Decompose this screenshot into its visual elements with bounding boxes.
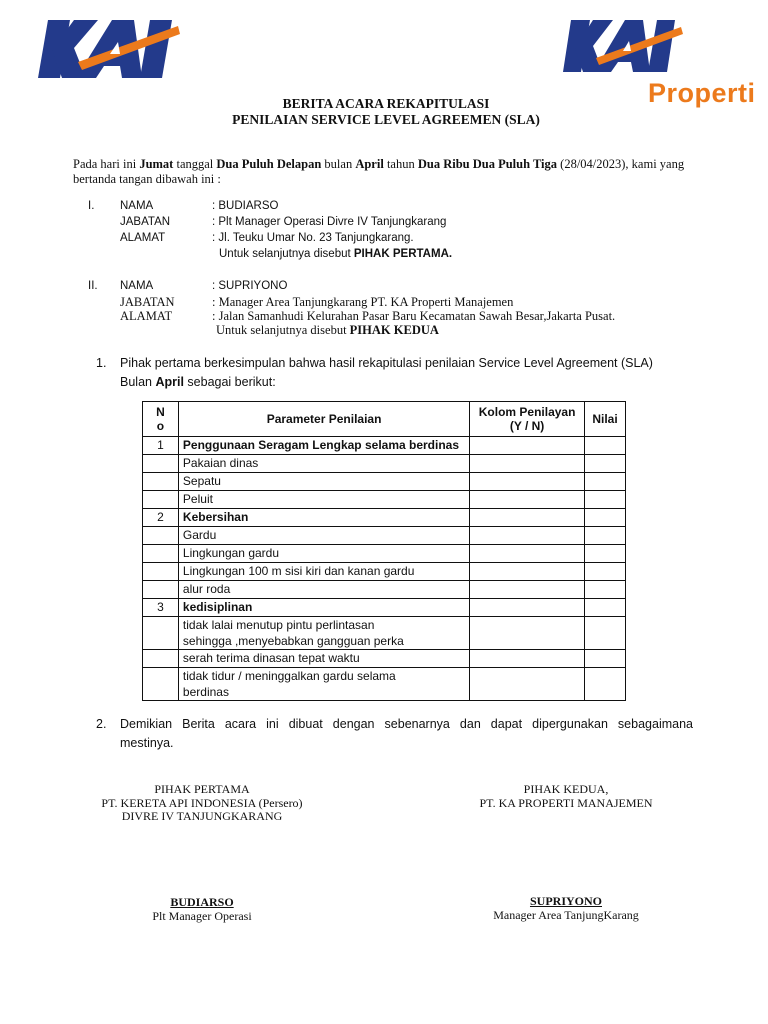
row-number bbox=[143, 545, 179, 563]
point1-line2-text: sebagai berikut: bbox=[183, 375, 276, 389]
row-kolom-penilayan bbox=[470, 473, 585, 491]
party1-alamat-label: ALAMAT bbox=[120, 232, 166, 244]
row-number bbox=[143, 668, 179, 701]
point1-text bbox=[120, 354, 700, 392]
party2-jabatan: : Manager Area Tanjungkarang PT. KA Properti Manajemen bbox=[212, 295, 514, 309]
row-number bbox=[143, 581, 179, 599]
row-number bbox=[143, 650, 179, 668]
point2-line2: mestinya. bbox=[120, 736, 174, 750]
party1-jabatan-label: JABATAN bbox=[120, 216, 171, 228]
signature-left-party: PIHAK PERTAMA bbox=[154, 782, 250, 796]
row-number bbox=[143, 455, 179, 473]
party2-alamat-label: ALAMAT bbox=[120, 309, 173, 323]
header-no bbox=[143, 402, 179, 437]
row-parameter: Pakaian dinas bbox=[178, 455, 469, 473]
row-parameter: Kebersihan bbox=[178, 509, 469, 527]
row-number bbox=[143, 527, 179, 545]
signature-left bbox=[62, 783, 342, 824]
kai-logo-left bbox=[38, 16, 188, 82]
table-row bbox=[143, 545, 626, 563]
table-row bbox=[143, 617, 626, 650]
row-parameter: alur roda bbox=[178, 581, 469, 599]
header-no-line2: o bbox=[156, 419, 165, 433]
row-nilai bbox=[585, 491, 626, 509]
header-nilai: Nilai bbox=[585, 402, 626, 437]
point2-number: 2. bbox=[96, 717, 107, 731]
signature-left-division: DIVRE IV TANJUNGKARANG bbox=[121, 809, 283, 823]
party1-nama-label: NAMA bbox=[120, 200, 154, 212]
row-number: 3 bbox=[143, 599, 179, 617]
kai-properti-logo-mark bbox=[563, 18, 687, 76]
row-kolom-penilayan bbox=[470, 599, 585, 617]
intro-text: tahun bbox=[383, 157, 418, 171]
kai-properti-logo bbox=[563, 18, 687, 76]
row-parameter: Gardu bbox=[178, 527, 469, 545]
row-parameter: Penggunaan Seragam Lengkap selama berdinas bbox=[178, 437, 469, 455]
row-kolom-penilayan bbox=[470, 509, 585, 527]
header-kolom-line1: Kolom Penilayan bbox=[478, 405, 576, 419]
party2-note-text: Untuk selanjutnya disebut bbox=[216, 323, 350, 337]
party2-number: II. bbox=[88, 280, 98, 292]
row-kolom-penilayan bbox=[470, 581, 585, 599]
row-nilai bbox=[585, 527, 626, 545]
header-parameter: Parameter Penilaian bbox=[178, 402, 469, 437]
party2-nama: : SUPRIYONO bbox=[212, 280, 288, 292]
point1-line1: Pihak pertama berkesimpulan bahwa hasil rekapitulasi penilaian Service Level Agreement (SLA) bbox=[120, 356, 653, 370]
row-nilai bbox=[585, 545, 626, 563]
signature-right-name: SUPRIYONO bbox=[529, 894, 602, 908]
table-row bbox=[143, 491, 626, 509]
point1-line2-bold: April bbox=[155, 375, 184, 389]
table-row bbox=[143, 527, 626, 545]
intro-day: Jumat bbox=[139, 157, 174, 171]
table-body bbox=[143, 437, 626, 701]
table-row bbox=[143, 668, 626, 701]
row-nilai bbox=[585, 617, 626, 650]
row-parameter-line1: tidak lalai menutup pintu perlintasan bbox=[182, 618, 375, 632]
party1-note bbox=[219, 248, 452, 260]
row-kolom-penilayan bbox=[470, 617, 585, 650]
signature-left-block bbox=[62, 896, 342, 923]
row-kolom-penilayan bbox=[470, 563, 585, 581]
intro-text: bulan bbox=[321, 157, 356, 171]
sla-table bbox=[142, 401, 626, 701]
row-nilai bbox=[585, 599, 626, 617]
row-nilai bbox=[585, 581, 626, 599]
row-number bbox=[143, 617, 179, 650]
row-parameter-line2: berdinas bbox=[182, 685, 229, 699]
row-nilai bbox=[585, 563, 626, 581]
row-nilai bbox=[585, 473, 626, 491]
table-header-row bbox=[143, 402, 626, 437]
point1-number: 1. bbox=[96, 356, 107, 370]
intro-paragraph bbox=[73, 157, 693, 187]
signature-right-title: Manager Area TanjungKarang bbox=[493, 907, 639, 922]
table-row bbox=[143, 437, 626, 455]
point2-text bbox=[120, 715, 693, 753]
party2-note-bold: PIHAK KEDUA bbox=[349, 323, 439, 337]
party1-number: I. bbox=[88, 200, 95, 212]
row-kolom-penilayan bbox=[470, 545, 585, 563]
row-nilai bbox=[585, 668, 626, 701]
row-parameter-line1: tidak tidur / meninggalkan gardu selama bbox=[182, 669, 396, 683]
row-parameter: serah terima dinasan tepat waktu bbox=[178, 650, 469, 668]
row-parameter-line2: sehingga ,menyebabkan gangguan perka bbox=[182, 634, 404, 648]
row-number: 1 bbox=[143, 437, 179, 455]
party2-note bbox=[216, 323, 439, 338]
row-number: 2 bbox=[143, 509, 179, 527]
point1-line2 bbox=[120, 373, 700, 392]
point2-line1: Demikian Berita acara ini dibuat dengan sebenarnya dan dapat dipergunakan sebagaimana bbox=[120, 717, 693, 731]
table-row bbox=[143, 473, 626, 491]
row-nilai bbox=[585, 455, 626, 473]
row-kolom-penilayan bbox=[470, 491, 585, 509]
table-row bbox=[143, 581, 626, 599]
point1-line2-text: Bulan bbox=[120, 375, 156, 389]
party1-nama: : BUDIARSO bbox=[212, 200, 279, 212]
intro-text: (28/04/2023), kami yang bertanda tangan dibawah ini : bbox=[73, 157, 685, 186]
intro-year: Dua Ribu Dua Puluh Tiga bbox=[417, 157, 558, 171]
signature-left-company: PT. KERETA API INDONESIA (Persero) bbox=[101, 795, 303, 810]
signature-right bbox=[426, 783, 706, 810]
party1-note-text: Untuk selanjutnya disebut bbox=[219, 248, 354, 260]
kai-logo-left-mark bbox=[38, 16, 188, 82]
signature-right-block bbox=[426, 895, 706, 922]
header-no-line1: N bbox=[156, 405, 165, 419]
table-row bbox=[143, 599, 626, 617]
party2-jabatan-label: JABATAN bbox=[120, 295, 175, 309]
signature-right-party: PIHAK KEDUA, bbox=[523, 782, 609, 796]
row-parameter: Lingkungan gardu bbox=[178, 545, 469, 563]
table-row bbox=[143, 650, 626, 668]
document-title-line1: BERITA ACARA REKAPITULASI bbox=[282, 96, 490, 111]
party1-alamat: : Jl. Teuku Umar No. 23 Tanjungkarang. bbox=[212, 232, 414, 244]
row-parameter bbox=[178, 617, 469, 650]
party2-alamat: : Jalan Samanhudi Kelurahan Pasar Baru Kecamatan Sawah Besar,Jakarta Pusat. bbox=[212, 309, 616, 323]
row-kolom-penilayan bbox=[470, 668, 585, 701]
table-row bbox=[143, 455, 626, 473]
intro-text: tanggal bbox=[173, 157, 217, 171]
row-parameter: Sepatu bbox=[178, 473, 469, 491]
row-nilai bbox=[585, 650, 626, 668]
party1-note-bold: PIHAK PERTAMA. bbox=[353, 248, 453, 260]
party2-nama-label: NAMA bbox=[120, 280, 154, 292]
table-row bbox=[143, 509, 626, 527]
intro-date: Dua Puluh Delapan bbox=[216, 157, 322, 171]
row-parameter: kedisiplinan bbox=[178, 599, 469, 617]
row-parameter bbox=[178, 668, 469, 701]
document-title-line2: PENILAIAN SERVICE LEVEL AGREEMEN (SLA) bbox=[232, 112, 540, 127]
row-kolom-penilayan bbox=[470, 437, 585, 455]
row-parameter: Lingkungan 100 m sisi kiri dan kanan gardu bbox=[178, 563, 469, 581]
table-row bbox=[143, 563, 626, 581]
intro-month: April bbox=[355, 157, 384, 171]
header-kolom bbox=[470, 402, 585, 437]
row-number bbox=[143, 563, 179, 581]
row-number bbox=[143, 491, 179, 509]
row-nilai bbox=[585, 437, 626, 455]
intro-text: Pada hari ini bbox=[73, 157, 140, 171]
row-kolom-penilayan bbox=[470, 455, 585, 473]
row-number bbox=[143, 473, 179, 491]
row-nilai bbox=[585, 509, 626, 527]
row-kolom-penilayan bbox=[470, 650, 585, 668]
signature-right-company: PT. KA PROPERTI MANAJEMEN bbox=[479, 795, 653, 810]
row-parameter: Peluit bbox=[178, 491, 469, 509]
party1-jabatan: : Plt Manager Operasi Divre IV Tanjungkarang bbox=[212, 216, 447, 228]
header-kolom-line2: (Y / N) bbox=[509, 419, 545, 433]
signature-left-name: BUDIARSO bbox=[170, 895, 234, 909]
row-kolom-penilayan bbox=[470, 527, 585, 545]
properti-wordmark: Properti bbox=[648, 78, 756, 108]
signature-left-title: Plt Manager Operasi bbox=[152, 908, 252, 923]
